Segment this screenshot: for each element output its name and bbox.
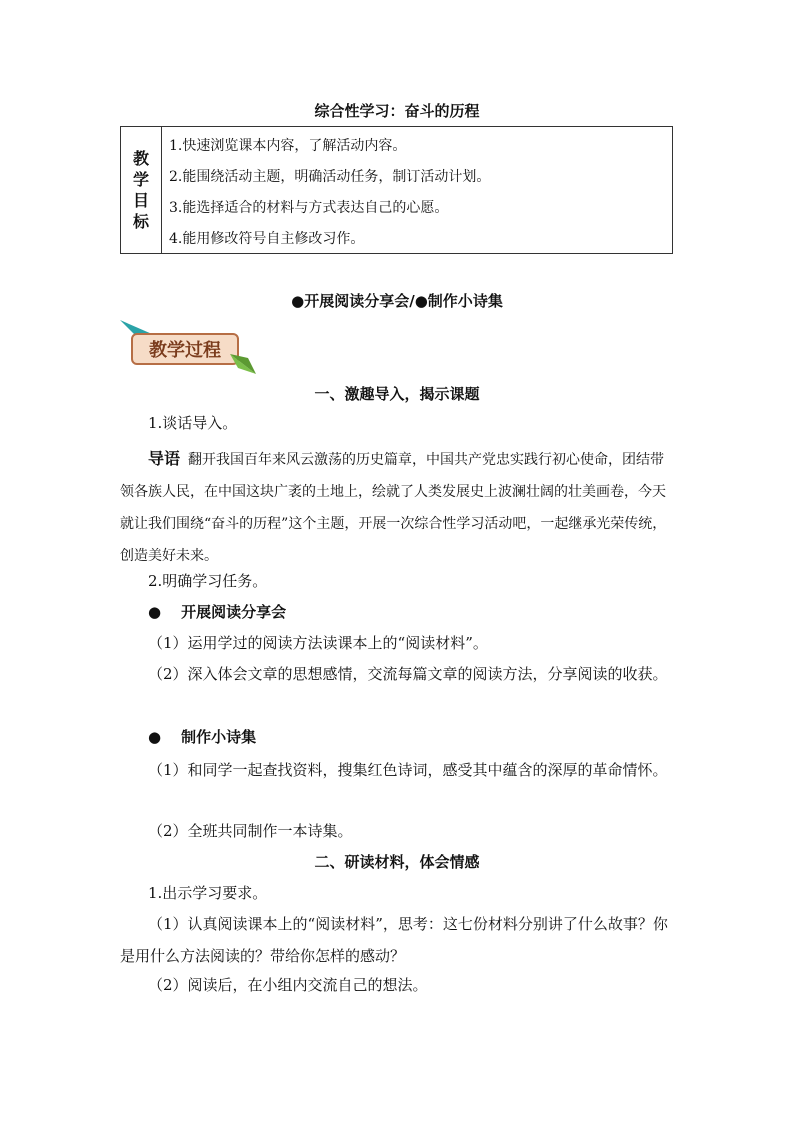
goals-label-char: 目: [132, 191, 149, 210]
reading-share-item1: （1）运用学过的阅读方法读课本上的“阅读材料”。: [148, 634, 488, 652]
activities-heading: ●开展阅读分享会/●制作小诗集: [291, 292, 503, 310]
section2-item1: （1）认真阅读课本上的“阅读材料”，思考：这七份材料分别讲了什么故事？你是用什么方法阅读的？带给你怎样的感动？: [120, 915, 668, 965]
reading-share-item2: （2）深入体会文章的思想感情，交流每篇文章的阅读方法，分享阅读的收获。: [148, 665, 668, 683]
section1-step2: 2.明确学习任务。: [148, 572, 268, 590]
section1-step1: 1.谈话导入。: [148, 414, 238, 432]
teaching-goals-table: [120, 126, 673, 254]
section2-item2: （2）阅读后，在小组内交流自己的想法。: [148, 976, 428, 994]
goals-label-char: 标: [132, 212, 149, 231]
bullet-dot-icon: ●: [148, 728, 162, 746]
bullet-poem-collection: [148, 726, 674, 748]
bullet-reading-share: [148, 601, 674, 623]
goals-list: [162, 127, 672, 253]
intro-paragraph: [120, 443, 674, 572]
teaching-process-badge: [118, 318, 258, 378]
section2-heading: 二、研读材料，体会情感: [314, 853, 480, 871]
intro-lead: 导语: [148, 449, 181, 468]
intro-text: 翻开我国百年来风云激荡的历史篇章，中国共产党忠实践行初心使命，团结带领各族人民，在中国这块广袤的土地上，绘就了人类发展史上波澜壮阔的壮美画卷，今天就让我们围绕“奋斗的历程”这个主题，开展一次综合性学习活动吧，一起继承光荣传统，创造美好未来。: [120, 452, 667, 564]
goal-item: 2.能围绕活动主题，明确活动任务，制订活动计划。: [169, 169, 491, 185]
bullet-label: 制作小诗集: [181, 728, 257, 746]
page-title: 综合性学习：奋斗的历程: [314, 102, 480, 120]
goals-label-char: 教: [132, 149, 149, 168]
goals-label: [121, 127, 162, 253]
goal-item: 1.快速浏览课本内容，了解活动内容。: [169, 138, 407, 154]
goal-item: 3.能选择适合的材料与方式表达自己的心愿。: [169, 200, 449, 216]
paper-plane-badge-icon: [118, 318, 258, 378]
goal-item: 4.能用修改符号自主修改习作。: [169, 231, 365, 247]
goals-label-char: 学: [132, 170, 149, 189]
section2-step1: 1.出示学习要求。: [148, 884, 268, 902]
poem-collection-item1: （1）和同学一起查找资料，搜集红色诗词，感受其中蕴含的深厚的革命情怀。: [148, 761, 668, 779]
bullet-dot-icon: ●: [148, 603, 162, 621]
bullet-label: 开展阅读分享会: [181, 603, 287, 621]
poem-collection-item2: （2）全班共同制作一本诗集。: [148, 822, 353, 840]
section1-heading: 一、激趣导入，揭示课题: [314, 385, 480, 403]
badge-label: 教学过程: [149, 340, 221, 361]
